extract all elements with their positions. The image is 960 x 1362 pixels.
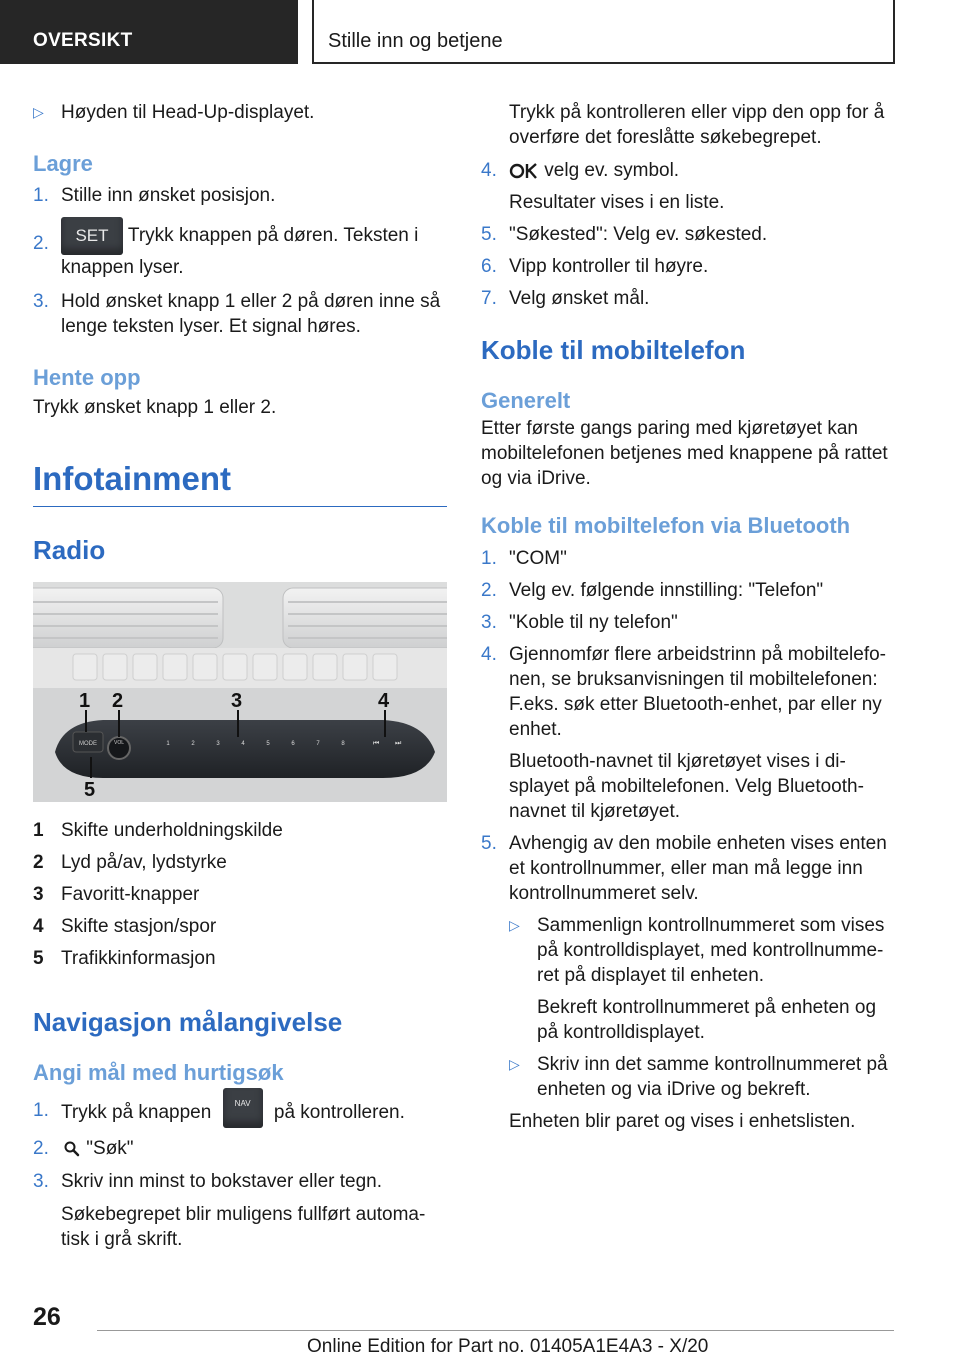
- step-text: Trykk på knappen: [61, 1102, 217, 1124]
- step-text: Velg ønsket mål.: [509, 288, 650, 309]
- list-item: [33, 1169, 447, 1194]
- section-heading-navigasjon: Navigasjon målangivelse: [33, 1007, 343, 1037]
- list-item: [481, 831, 893, 906]
- chapter-title: Stille inn og betjene: [312, 0, 895, 64]
- bullet-item: [33, 100, 447, 125]
- list-item: [481, 254, 893, 279]
- legend-item: [33, 818, 447, 843]
- list-item: [481, 286, 893, 311]
- list-item: [481, 546, 893, 571]
- list-item: [33, 183, 447, 208]
- svg-text:4: 4: [241, 741, 245, 747]
- paragraph: Etter første gangs paring med kjøretøyet kan mobiltelefonen betjenes med knappene på rattet og via iDrive.: [481, 418, 888, 489]
- list-item: [33, 289, 447, 339]
- section-heading-lagre: Lagre: [33, 151, 93, 176]
- ok-icon: [509, 162, 539, 180]
- svg-text:4: 4: [378, 690, 390, 712]
- step-number: 2.: [33, 233, 49, 254]
- list-item: [33, 1098, 447, 1128]
- step-text: velg ev. symbol.: [539, 160, 680, 181]
- svg-text:3: 3: [216, 741, 220, 747]
- list-item: [481, 642, 893, 742]
- step-text: "Søk": [81, 1138, 134, 1159]
- list-item: [33, 217, 447, 280]
- section-heading-hente: Hente opp: [33, 365, 141, 390]
- svg-text:7: 7: [316, 741, 320, 747]
- step-number: 3.: [33, 1171, 49, 1192]
- legend-number: 2: [33, 852, 44, 873]
- footer-rule: [97, 1330, 894, 1331]
- list-item: [33, 1136, 447, 1161]
- step-note: Bluetooth-navnet til kjøretøyet vises i di-splayet på mobiltelefonen. Velg Bluetooth-navnet til kjøretøyet.: [509, 751, 864, 822]
- step-text: "COM": [509, 548, 567, 569]
- step-text: Skriv inn minst to bokstaver eller tegn.: [61, 1171, 383, 1192]
- step-text: Vipp kontroller til høyre.: [509, 256, 709, 277]
- legend-text: Lyd på/av, lydstyrke: [61, 852, 227, 873]
- radio-panel-illustration: [33, 582, 447, 802]
- left-column: [33, 100, 447, 1252]
- subsection-heading-hurtigsok: Angi mål med hurtigsøk: [33, 1060, 284, 1085]
- step-text: Trykk knappen på døren. Teksten i knappen lyser.: [61, 225, 419, 278]
- svg-text:2: 2: [191, 741, 195, 747]
- legend-number: 4: [33, 916, 44, 937]
- bullet-text: Skriv inn det samme kontrollnummeret på enheten og via iDrive og bekreft.: [537, 1054, 888, 1100]
- list-item: [481, 158, 893, 183]
- step-number: 1.: [33, 1100, 49, 1121]
- legend-number: 3: [33, 884, 44, 905]
- svg-text:8: 8: [341, 741, 345, 747]
- step-number: 4.: [481, 160, 497, 181]
- legend-number: 5: [33, 948, 44, 969]
- bullet-note: Bekreft kontrollnummeret på enheten og på kontrolldisplayet.: [537, 997, 877, 1043]
- legend-text: Skifte underholdningskilde: [61, 820, 283, 841]
- heading-rule: [33, 506, 447, 507]
- legend-text: Trafikkinformasjon: [61, 948, 216, 969]
- step-text: "Koble til ny telefon": [509, 612, 678, 633]
- section-heading-mobil: Koble til mobiltelefon: [481, 335, 746, 365]
- legend-item: [33, 882, 447, 907]
- step-number: 1.: [481, 548, 497, 569]
- svg-text:3: 3: [231, 690, 243, 712]
- step-text: Velg ev. følgende innstilling: "Telefon": [509, 580, 824, 601]
- step-text: Stille inn ønsket posisjon.: [61, 185, 276, 206]
- section-tab: OVERSIKT: [0, 0, 298, 64]
- section-heading-radio: Radio: [33, 535, 106, 565]
- triangle-bullet-icon: ▷: [509, 1056, 520, 1072]
- triangle-bullet-icon: ▷: [509, 917, 520, 933]
- step-note: Søkebegrepet blir muligens fullført automa-tisk i grå skrift.: [61, 1204, 426, 1250]
- radio-panel-photo: [33, 582, 447, 802]
- step-number: 5.: [481, 224, 497, 245]
- step-number: 2.: [33, 1138, 49, 1159]
- step-text: Hold ønsket knapp 1 eller 2 på døren inne så lenge teksten lyser. Et signal høres.: [61, 291, 441, 337]
- closing-note: Enheten blir paret og vises i enhetslisten.: [509, 1111, 856, 1132]
- step-note: Trykk på kontrolleren eller vipp den opp for å overføre det foreslåtte søkebegrepet.: [509, 102, 885, 148]
- bullet-text: Høyden til Head-Up-displayet.: [61, 102, 315, 123]
- chapter-heading-infotainment: Infotainment: [33, 460, 231, 497]
- legend-number: 1: [33, 820, 44, 841]
- triangle-bullet-icon: ▷: [33, 104, 44, 120]
- step-number: 3.: [481, 612, 497, 633]
- svg-text:1: 1: [166, 741, 170, 747]
- step-text: Avhengig av den mobile enheten vises enten et kontrollnummer, eller man må legge inn kontrollnummeret selv.: [509, 833, 887, 904]
- step-note: Resultater vises i en liste.: [509, 192, 725, 213]
- step-number: 2.: [481, 580, 497, 601]
- legend-item: [33, 850, 447, 875]
- set-button-icon: SET: [61, 217, 123, 255]
- step-text: "Søkested": Velg ev. søkested.: [509, 224, 768, 245]
- page-number: 26: [33, 1303, 61, 1331]
- subsection-heading-bluetooth: Koble til mobiltelefon via Bluetooth: [481, 513, 851, 538]
- nav-button-icon: NAV: [223, 1088, 263, 1128]
- svg-text:⏮: ⏮: [373, 740, 380, 747]
- svg-text:5: 5: [84, 779, 96, 801]
- edition-text: Online Edition for Part no. 01405A1E4A3 - X/20: [307, 1336, 709, 1357]
- list-item: [481, 222, 893, 247]
- paragraph: Trykk ønsket knapp 1 eller 2.: [33, 397, 277, 418]
- legend-item: [33, 946, 447, 971]
- subsection-heading-generelt: Generelt: [481, 388, 571, 413]
- step-number: 4.: [481, 644, 497, 665]
- step-number: 6.: [481, 256, 497, 277]
- svg-text:VOL: VOL: [113, 740, 125, 746]
- svg-text:6: 6: [291, 741, 295, 747]
- step-number: 1.: [33, 185, 49, 206]
- right-column: [481, 100, 893, 1134]
- svg-text:1: 1: [79, 690, 91, 712]
- list-item: [481, 610, 893, 635]
- search-icon: [63, 1140, 81, 1158]
- step-text: Gjennomfør flere arbeidstrinn på mobiltelefo-nen, se bruksanvisningen til mobiltelefonen: F.eks. søk etter Bluetooth-enhet, par eller ny enhet.: [509, 644, 887, 740]
- legend-item: [33, 914, 447, 939]
- legend-text: Skifte stasjon/spor: [61, 916, 217, 937]
- bullet-item: [509, 913, 893, 988]
- step-number: 3.: [33, 291, 49, 312]
- svg-text:⏭: ⏭: [395, 740, 402, 747]
- bullet-item: [509, 1052, 893, 1102]
- svg-text:MODE: MODE: [79, 741, 97, 747]
- legend-text: Favoritt-knapper: [61, 884, 200, 905]
- svg-text:5: 5: [266, 741, 270, 747]
- step-number: 7.: [481, 288, 497, 309]
- svg-text:2: 2: [112, 690, 124, 712]
- list-item: [481, 578, 893, 603]
- bullet-text: Sammenlign kontrollnummeret som vises på kontrolldisplayet, med kontrollnumme-ret på displayet til enheten.: [537, 915, 885, 986]
- step-number: 5.: [481, 833, 497, 854]
- step-text: på kontrolleren.: [268, 1102, 405, 1124]
